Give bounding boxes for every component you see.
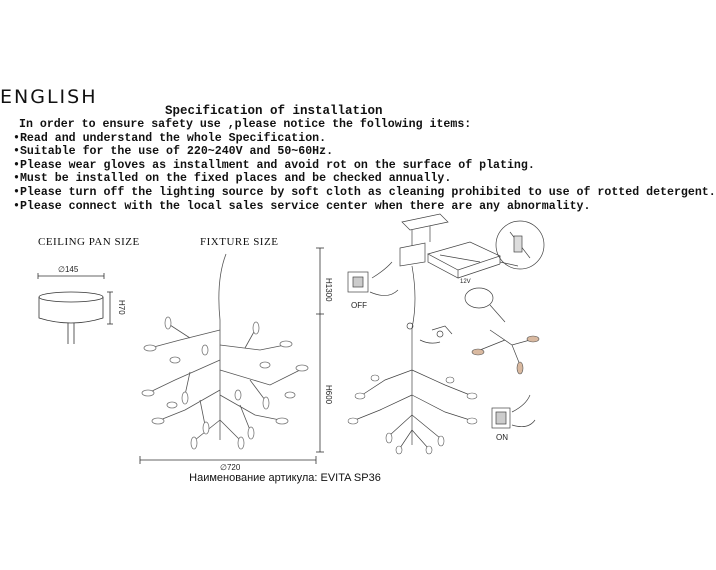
off-label: OFF: [351, 301, 367, 310]
fixture-diameter-text: ∅720: [220, 463, 241, 472]
spec-title: Specification of installation: [165, 104, 383, 118]
body-height-text: H600: [324, 385, 333, 405]
pan-height-text: H70: [117, 300, 126, 315]
instruction-item: •Suitable for the use of 220~240V and 50~60Hz.: [13, 145, 334, 159]
language-heading: ENGLISH: [0, 86, 98, 108]
voltage-label: 12V: [460, 279, 471, 285]
cable-height-text: H1300: [324, 278, 333, 302]
instruction-item: •Please wear gloves as installment and avoid rot on the surface of plating.: [13, 158, 535, 172]
installation-diagram: [348, 214, 544, 448]
ceiling-pan-drawing: [38, 273, 113, 344]
fixture-drawing: [142, 254, 308, 449]
installation-leaves: [348, 336, 539, 454]
instruction-item: •Please turn off the lighting source by soft cloth as cleaning prohibited to use of rotted detergent.: [13, 185, 716, 199]
on-label: ON: [496, 433, 508, 442]
pan-diameter-text: ∅145: [58, 265, 79, 274]
instruction-item: •Please connect with the local sales service center when there are any abnormality.: [13, 199, 591, 213]
intro-text: In order to ensure safety use ,please notice the following items:: [19, 118, 472, 131]
article-caption: Наименование артикула: EVITA SP36: [189, 472, 381, 484]
fixture-size-label: FIXTURE SIZE: [200, 236, 279, 248]
instruction-item: •Read and understand the whole Specification.: [13, 131, 327, 145]
instruction-item: •Must be installed on the fixed places and be checked annually.: [13, 172, 452, 186]
ceiling-pan-label: CEILING PAN SIZE: [38, 236, 140, 248]
